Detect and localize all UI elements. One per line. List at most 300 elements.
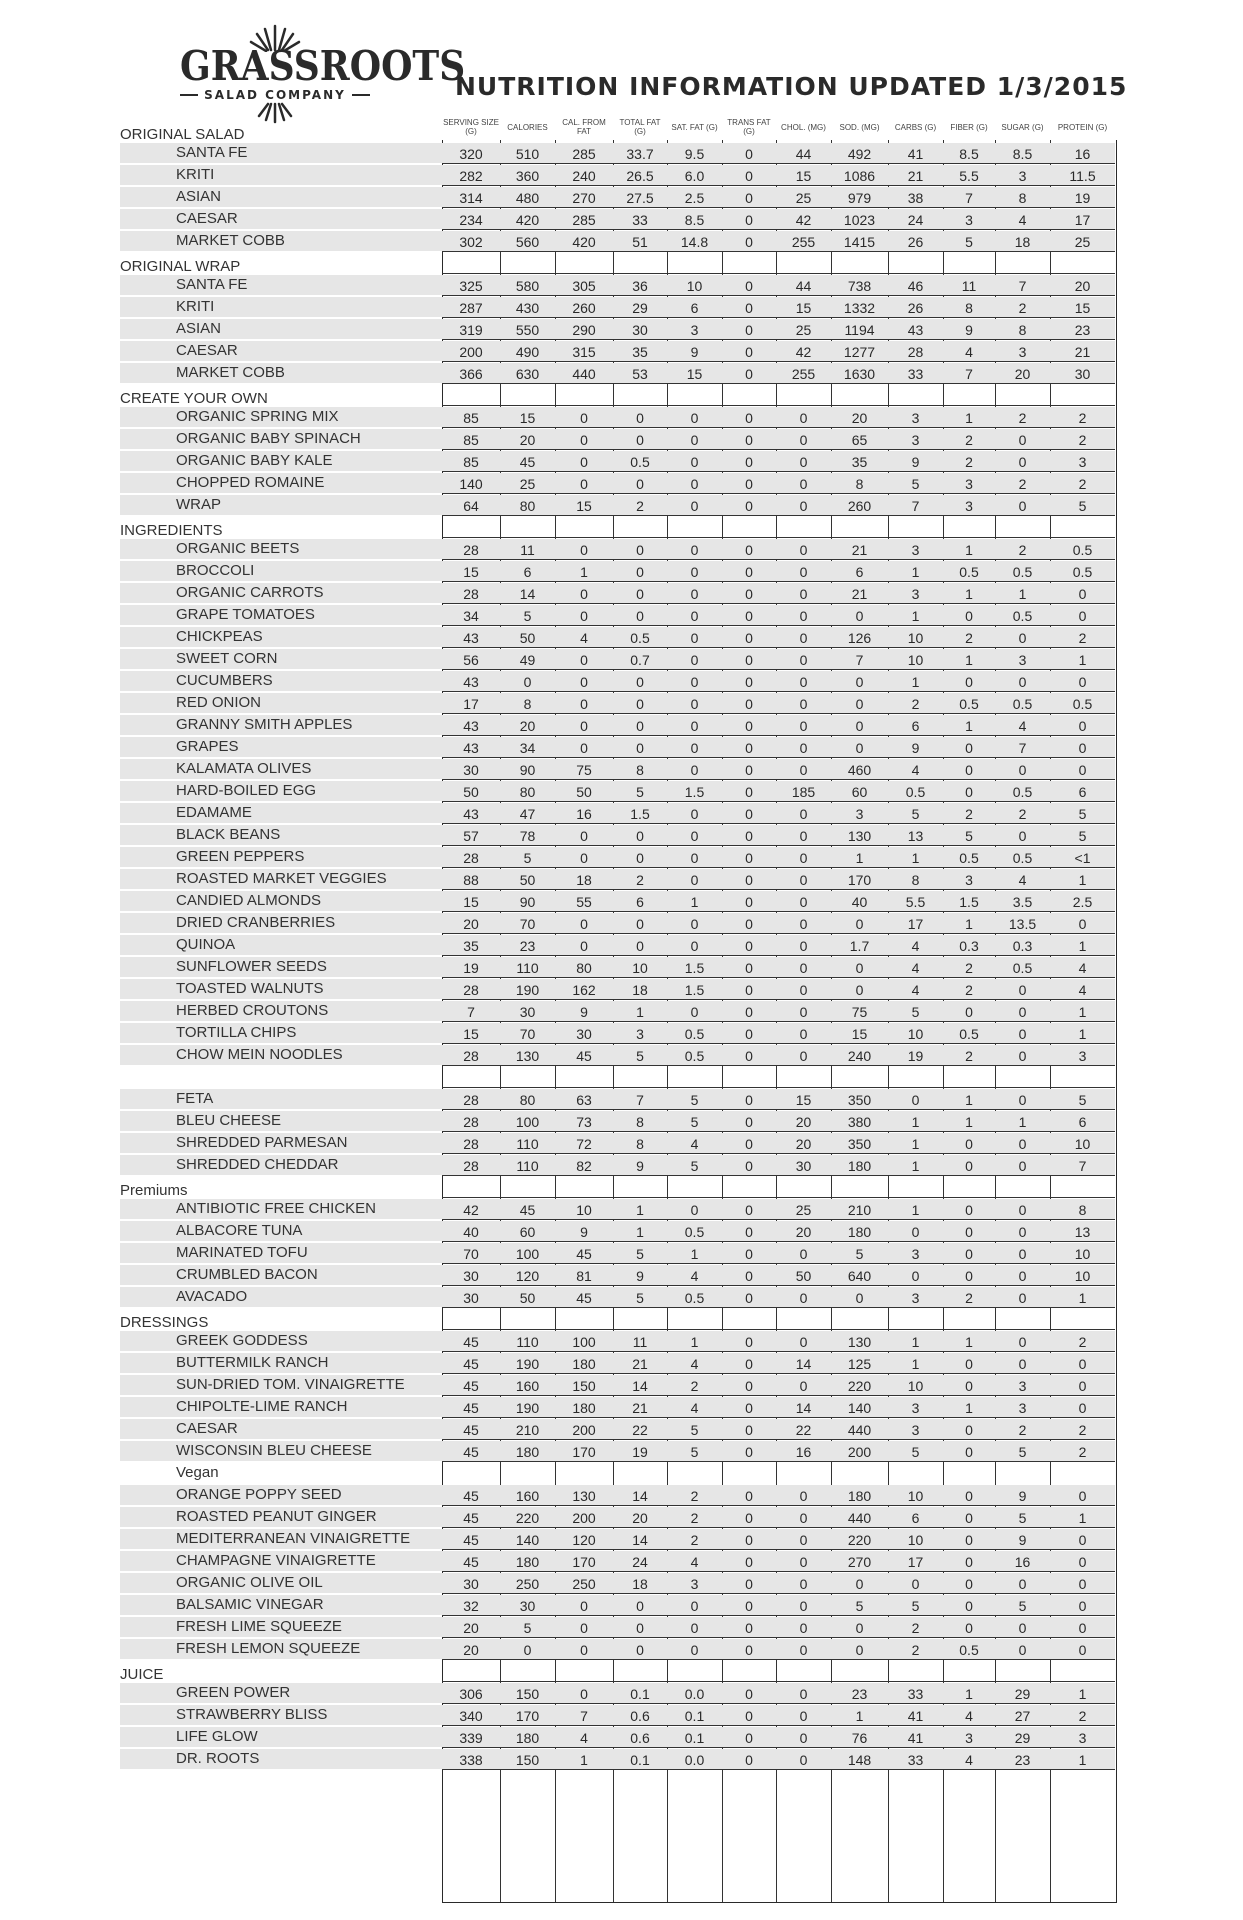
- table-row: [0, 208, 1243, 230]
- value-cell: 0: [799, 1246, 808, 1262]
- value-cell: 0: [1078, 1400, 1087, 1416]
- value-cell: 1: [1078, 1290, 1087, 1306]
- value-cell: 0: [1018, 1290, 1027, 1306]
- table-row: [0, 362, 1243, 384]
- value-cell: 18: [632, 1576, 648, 1592]
- column-header: SUGAR (G): [1001, 122, 1044, 132]
- value-cell: 0: [745, 1576, 753, 1592]
- item-name: BALSAMIC VINEGAR: [176, 1596, 324, 1613]
- value-cell: 80: [519, 1092, 536, 1108]
- value-cell: 190: [515, 1400, 540, 1416]
- value-cell: 14: [632, 1532, 648, 1548]
- value-cell: 0: [1018, 1356, 1027, 1372]
- value-cell: 33: [632, 212, 648, 228]
- value-cell: 170: [572, 1554, 596, 1570]
- value-cell: 5: [1078, 806, 1087, 822]
- value-cell: 1: [855, 1708, 864, 1724]
- item-name: BLEU CHEESE: [176, 1112, 282, 1129]
- table-row: [0, 912, 1243, 934]
- value-cell: 1: [965, 1686, 973, 1702]
- value-cell: 38: [907, 190, 924, 206]
- item-name: CRUMBLED BACON: [176, 1266, 318, 1283]
- value-cell: 0: [855, 960, 864, 976]
- value-cell: 2: [636, 872, 644, 888]
- value-cell: 0: [799, 982, 808, 998]
- value-cell: 0: [745, 960, 753, 976]
- value-cell: 1: [965, 718, 973, 734]
- value-cell: 0: [965, 1356, 973, 1372]
- value-cell: 5: [855, 1598, 864, 1614]
- section-title: JUICE: [120, 1666, 164, 1683]
- value-cell: 0: [690, 916, 699, 932]
- table-row: [0, 1132, 1243, 1154]
- column-header: CAL. FROM FAT: [562, 118, 606, 136]
- value-cell: 50: [463, 784, 479, 800]
- spacer-row: [0, 1066, 1243, 1088]
- value-cell: 21: [632, 1356, 648, 1372]
- value-cell: 35: [851, 454, 868, 470]
- value-cell: 0: [745, 1048, 753, 1064]
- value-cell: 2: [690, 1532, 699, 1548]
- value-cell: 130: [515, 1048, 540, 1064]
- value-cell: 10: [1074, 1268, 1091, 1284]
- item-name: MARINATED TOFU: [176, 1244, 308, 1261]
- value-cell: 6.0: [684, 168, 705, 184]
- value-cell: 180: [515, 1554, 540, 1570]
- value-cell: 0: [1078, 674, 1087, 690]
- value-cell: 10: [907, 1378, 924, 1394]
- item-name: WRAP: [176, 496, 221, 513]
- value-cell: 2: [911, 1642, 920, 1658]
- value-cell: 5: [911, 1444, 920, 1460]
- value-cell: 0: [690, 410, 699, 426]
- value-cell: 15: [576, 498, 592, 514]
- value-cell: 3: [911, 410, 920, 426]
- value-cell: 1: [911, 1136, 920, 1152]
- value-cell: 0: [1078, 1532, 1087, 1548]
- value-cell: 7: [965, 190, 973, 206]
- item-name: GRAPES: [176, 738, 239, 755]
- value-cell: 30: [463, 762, 479, 778]
- value-cell: 0: [965, 1004, 973, 1020]
- value-cell: 30: [795, 1158, 812, 1174]
- value-cell: 110: [516, 1136, 539, 1152]
- item-name: SHREDDED PARMESAN: [176, 1134, 348, 1151]
- value-cell: 0: [636, 916, 644, 932]
- value-cell: 0: [745, 410, 753, 426]
- value-cell: 0: [1078, 740, 1087, 756]
- value-cell: 180: [572, 1400, 596, 1416]
- value-cell: 0: [965, 1576, 973, 1592]
- value-cell: 0: [965, 1532, 973, 1548]
- value-cell: 0: [580, 542, 588, 558]
- value-cell: 314: [459, 190, 483, 206]
- value-cell: 80: [576, 960, 592, 976]
- item-name: CHOW MEIN NOODLES: [176, 1046, 343, 1063]
- value-cell: 43: [463, 674, 479, 690]
- value-cell: 2: [1078, 630, 1087, 646]
- value-cell: 120: [572, 1532, 596, 1548]
- value-cell: 30: [1074, 366, 1091, 382]
- value-cell: 1: [1078, 1026, 1087, 1042]
- value-cell: 0: [799, 740, 808, 756]
- value-cell: 210: [515, 1422, 540, 1438]
- value-cell: 43: [463, 718, 479, 734]
- value-cell: 0: [965, 1598, 973, 1614]
- value-cell: 19: [632, 1444, 648, 1460]
- table-row: [0, 714, 1243, 736]
- table-row: [0, 1616, 1243, 1638]
- value-cell: 738: [847, 278, 872, 294]
- value-cell: 0: [965, 1378, 973, 1394]
- value-cell: 0: [580, 1598, 588, 1614]
- value-cell: 0: [799, 894, 808, 910]
- value-cell: 9: [636, 1268, 644, 1284]
- table-row: [0, 604, 1243, 626]
- value-cell: 0: [636, 674, 644, 690]
- value-cell: 210: [847, 1202, 872, 1218]
- value-cell: 0: [799, 960, 808, 976]
- value-cell: 0: [745, 1202, 753, 1218]
- value-cell: 0: [855, 740, 864, 756]
- value-cell: 440: [572, 366, 596, 382]
- value-cell: 34: [519, 740, 536, 756]
- value-cell: 1: [1018, 586, 1027, 602]
- value-cell: 45: [463, 1400, 479, 1416]
- value-cell: 0: [1018, 762, 1027, 778]
- value-cell: 21: [851, 542, 868, 558]
- value-cell: 0.5: [959, 696, 979, 712]
- item-name: WISCONSIN BLEU CHEESE: [176, 1442, 372, 1459]
- value-cell: 2: [1018, 806, 1027, 822]
- value-cell: 0: [580, 696, 588, 712]
- value-cell: 8: [1018, 190, 1027, 206]
- item-name: ROASTED PEANUT GINGER: [176, 1508, 377, 1525]
- value-cell: 0: [799, 916, 808, 932]
- value-cell: 0.5: [1012, 850, 1033, 866]
- item-name: MEDITERRANEAN VINAIGRETTE: [176, 1530, 411, 1547]
- table-row: [0, 1000, 1243, 1022]
- value-cell: 640: [847, 1268, 872, 1284]
- value-cell: 5: [855, 1246, 864, 1262]
- value-cell: 3: [1018, 652, 1027, 668]
- value-cell: 1: [911, 608, 920, 624]
- value-cell: 0: [745, 674, 753, 690]
- value-cell: 0: [799, 498, 808, 514]
- value-cell: 15: [463, 1026, 479, 1042]
- value-cell: 45: [463, 1554, 479, 1570]
- table-row: [0, 494, 1243, 516]
- value-cell: 10: [1074, 1136, 1091, 1152]
- value-cell: 550: [515, 322, 540, 338]
- value-cell: 240: [847, 1048, 872, 1064]
- value-cell: 0: [745, 1004, 753, 1020]
- value-cell: 0: [1018, 828, 1027, 844]
- value-cell: 0: [580, 740, 588, 756]
- value-cell: 200: [572, 1422, 596, 1438]
- value-cell: 5: [690, 1114, 699, 1130]
- value-cell: 26.5: [626, 168, 654, 184]
- value-cell: 0: [965, 740, 973, 756]
- value-cell: 1: [965, 1334, 973, 1350]
- value-cell: 28: [463, 1136, 479, 1152]
- value-cell: 30: [576, 1026, 592, 1042]
- value-cell: 0.5: [684, 1048, 705, 1064]
- value-cell: 0: [636, 718, 644, 734]
- value-cell: 270: [572, 190, 596, 206]
- value-cell: 0.5: [1072, 542, 1093, 558]
- table-row: [0, 824, 1243, 846]
- value-cell: 180: [572, 1356, 596, 1372]
- value-cell: 4: [1078, 982, 1087, 998]
- table-row: [0, 340, 1243, 362]
- value-cell: 28: [463, 1114, 479, 1130]
- value-cell: 125: [847, 1356, 872, 1372]
- value-cell: 3: [911, 586, 920, 602]
- value-cell: 30: [632, 322, 648, 338]
- value-cell: 0: [745, 146, 753, 162]
- value-cell: 0: [745, 344, 753, 360]
- value-cell: 0: [745, 784, 753, 800]
- table-row: [0, 802, 1243, 824]
- value-cell: 320: [459, 146, 483, 162]
- value-cell: 148: [847, 1752, 872, 1768]
- value-cell: 47: [519, 806, 536, 822]
- section-title: ORIGINAL SALAD: [120, 126, 245, 143]
- value-cell: 21: [851, 586, 868, 602]
- value-cell: 0: [745, 168, 753, 184]
- value-cell: 306: [459, 1686, 483, 1702]
- value-cell: 0: [745, 1334, 753, 1350]
- value-cell: 57: [463, 828, 479, 844]
- value-cell: 3: [965, 1730, 973, 1746]
- value-cell: 0: [745, 1114, 753, 1130]
- value-cell: 1: [690, 1246, 699, 1262]
- table-row: [0, 230, 1243, 252]
- value-cell: 2: [965, 1048, 973, 1064]
- value-cell: 0: [690, 674, 699, 690]
- table-row: [0, 450, 1243, 472]
- value-cell: 23: [1014, 1752, 1031, 1768]
- item-name: SWEET CORN: [176, 650, 278, 667]
- value-cell: 260: [572, 300, 596, 316]
- value-cell: 20: [463, 1620, 479, 1636]
- value-cell: 0: [1018, 1642, 1027, 1658]
- value-cell: 30: [463, 1268, 479, 1284]
- value-cell: 0: [690, 608, 699, 624]
- value-cell: 240: [572, 168, 596, 184]
- item-name: ASIAN: [176, 320, 222, 337]
- value-cell: 1: [1078, 1686, 1087, 1702]
- value-cell: 1: [965, 1114, 973, 1130]
- value-cell: 0: [745, 1730, 753, 1746]
- value-cell: 185: [791, 784, 816, 800]
- value-cell: 0: [799, 1598, 808, 1614]
- value-cell: 5: [911, 476, 920, 492]
- value-cell: 0.1: [630, 1752, 650, 1768]
- value-cell: 0: [636, 476, 644, 492]
- value-cell: 21: [632, 1400, 648, 1416]
- value-cell: 9: [911, 454, 920, 470]
- value-cell: 6: [911, 1510, 920, 1526]
- value-cell: 0: [636, 1642, 644, 1658]
- value-cell: 290: [572, 322, 596, 338]
- value-cell: 5: [690, 1444, 699, 1460]
- value-cell: 0: [799, 1686, 808, 1702]
- value-cell: 0.0: [684, 1686, 705, 1702]
- item-name: ALBACORE TUNA: [176, 1222, 303, 1239]
- value-cell: 305: [572, 278, 596, 294]
- item-name: BLACK BEANS: [176, 826, 281, 843]
- value-cell: 20: [795, 1114, 812, 1130]
- value-cell: 9: [636, 1158, 644, 1174]
- value-cell: 20: [1014, 366, 1031, 382]
- value-cell: 0: [1018, 1158, 1027, 1174]
- value-cell: 14: [519, 586, 536, 602]
- value-cell: 20: [519, 432, 536, 448]
- value-cell: 0: [745, 1554, 753, 1570]
- value-cell: 53: [632, 366, 648, 382]
- value-cell: 15: [519, 410, 536, 426]
- value-cell: 0: [745, 1356, 753, 1372]
- value-cell: 5.5: [905, 894, 926, 910]
- value-cell: 0: [580, 850, 588, 866]
- item-name: GREEK GODDESS: [176, 1332, 308, 1349]
- value-cell: 18: [632, 982, 648, 998]
- value-cell: 3: [911, 1246, 920, 1262]
- value-cell: 285: [572, 212, 596, 228]
- value-cell: 5: [911, 1598, 920, 1614]
- value-cell: 0: [799, 586, 808, 602]
- item-name: KALAMATA OLIVES: [176, 760, 312, 777]
- value-cell: 0: [799, 938, 808, 954]
- value-cell: 4: [1018, 872, 1027, 888]
- value-cell: 9: [690, 344, 699, 360]
- value-cell: 0.5: [959, 1026, 979, 1042]
- value-cell: 0: [745, 586, 753, 602]
- value-cell: 29: [1014, 1730, 1031, 1746]
- value-cell: 5: [523, 850, 532, 866]
- value-cell: 0: [745, 1510, 753, 1526]
- value-cell: 0: [580, 652, 588, 668]
- value-cell: 460: [847, 762, 872, 778]
- value-cell: 45: [576, 1290, 592, 1306]
- item-name: FETA: [176, 1090, 214, 1107]
- value-cell: 0: [745, 630, 753, 646]
- value-cell: 51: [632, 234, 648, 250]
- value-cell: 120: [515, 1268, 540, 1284]
- value-cell: 0.1: [684, 1730, 705, 1746]
- value-cell: 3: [1018, 1400, 1027, 1416]
- section-title: CREATE YOUR OWN: [120, 390, 268, 407]
- value-cell: 0: [965, 762, 973, 778]
- table-row: [0, 164, 1243, 186]
- value-cell: 380: [847, 1114, 872, 1130]
- value-cell: 6: [1078, 1114, 1087, 1130]
- value-cell: 5: [1078, 1092, 1087, 1108]
- value-cell: 0: [580, 1620, 588, 1636]
- value-cell: 2: [1018, 542, 1027, 558]
- value-cell: 0.1: [630, 1686, 650, 1702]
- value-cell: 16: [1014, 1554, 1031, 1570]
- value-cell: 0: [745, 366, 753, 382]
- value-cell: 2: [965, 806, 973, 822]
- value-cell: 0: [799, 608, 808, 624]
- value-cell: 55: [576, 894, 592, 910]
- grassroots-logo: [180, 22, 466, 127]
- value-cell: 0: [1078, 586, 1087, 602]
- value-cell: 10: [686, 278, 703, 294]
- item-name: TORTILLA CHIPS: [176, 1024, 297, 1041]
- table-row: [0, 1088, 1243, 1110]
- value-cell: 0: [690, 762, 699, 778]
- value-cell: 0: [690, 718, 699, 734]
- value-cell: 90: [519, 762, 536, 778]
- value-cell: 29: [1014, 1686, 1031, 1702]
- value-cell: 49: [519, 652, 536, 668]
- value-cell: 0: [690, 740, 699, 756]
- value-cell: 20: [632, 1510, 648, 1526]
- table-row: [0, 868, 1243, 890]
- value-cell: 5: [636, 784, 644, 800]
- value-cell: 5: [523, 608, 532, 624]
- value-cell: 285: [572, 146, 596, 162]
- value-cell: 72: [576, 1136, 592, 1152]
- sub-label: Vegan: [176, 1464, 219, 1481]
- value-cell: 17: [907, 1554, 924, 1570]
- value-cell: 60: [519, 1224, 536, 1240]
- value-cell: 3: [636, 1026, 644, 1042]
- value-cell: 0: [1078, 762, 1087, 778]
- value-cell: 0: [799, 1532, 808, 1548]
- value-cell: 0: [799, 432, 808, 448]
- value-cell: 0: [745, 762, 753, 778]
- value-cell: 0.5: [1012, 784, 1033, 800]
- value-cell: 11.5: [1069, 168, 1096, 184]
- value-cell: 0: [965, 1268, 973, 1284]
- table-row: [0, 428, 1243, 450]
- value-cell: 490: [515, 344, 540, 360]
- value-cell: 28: [463, 1092, 479, 1108]
- value-cell: 0: [745, 1158, 753, 1174]
- value-cell: 15: [686, 366, 703, 382]
- value-cell: 9: [911, 740, 920, 756]
- value-cell: 3: [911, 432, 920, 448]
- value-cell: 28: [463, 542, 479, 558]
- item-name: KRITI: [176, 166, 215, 183]
- value-cell: 0.5: [1012, 608, 1033, 624]
- value-cell: 160: [515, 1488, 540, 1504]
- value-cell: 30: [463, 1290, 479, 1306]
- value-cell: 1: [911, 850, 920, 866]
- value-cell: 0: [636, 938, 644, 954]
- value-cell: 0: [799, 1510, 808, 1526]
- value-cell: 302: [459, 234, 483, 250]
- value-cell: 25: [1074, 234, 1091, 250]
- page-title: NUTRITION INFORMATION UPDATED 1/3/2015: [455, 72, 1128, 101]
- item-name: ORGANIC OLIVE OIL: [176, 1574, 323, 1591]
- value-cell: 1.5: [959, 894, 979, 910]
- value-cell: 979: [847, 190, 872, 206]
- value-cell: 5: [1078, 498, 1087, 514]
- value-cell: 15: [795, 300, 812, 316]
- value-cell: 1: [1078, 1004, 1087, 1020]
- value-cell: 45: [463, 1532, 479, 1548]
- column-header: TRANS FAT (G): [727, 118, 771, 136]
- value-cell: 0: [745, 1620, 753, 1636]
- value-cell: 0: [636, 564, 644, 580]
- value-cell: 0: [1018, 432, 1027, 448]
